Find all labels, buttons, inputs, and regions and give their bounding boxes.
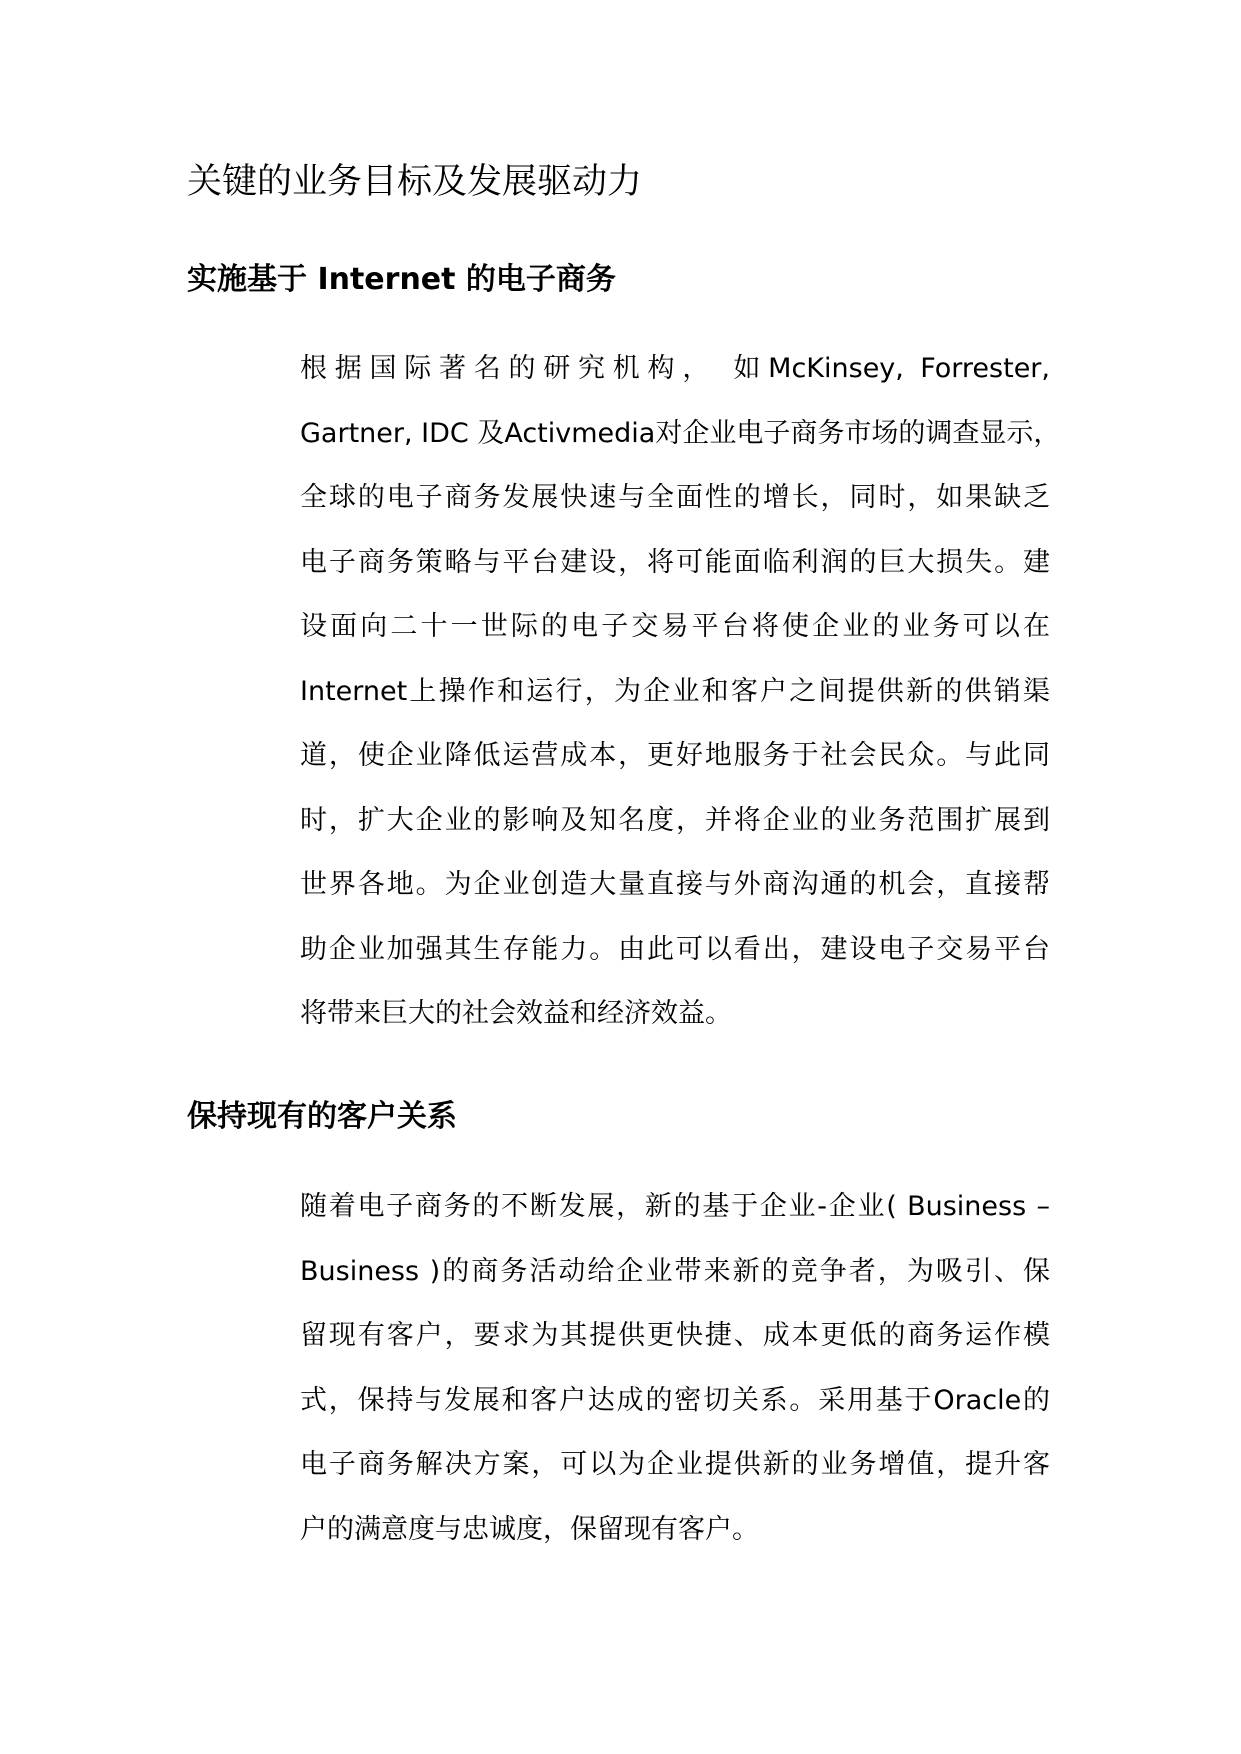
paragraph-line: 道，使企业降低运营成本，更好地服务于社会民众。与此同 — [300, 740, 1050, 771]
paragraph-line: 助企业加强其生存能力。由此可以看出，建设电子交易平台 — [300, 933, 1050, 965]
paragraph-line: 留现有客户，要求为其提供更快捷、成本更低的商务运作模 — [300, 1320, 1050, 1351]
paragraph-line: 电子商务解决方案，可以为企业提供新的业务增值，提升客 — [300, 1449, 1050, 1480]
section-heading-internet-ecommerce: 实施基于 Internet 的电子商务 — [187, 262, 616, 297]
paragraph-line: 设面向二十一世际的电子交易平台将使企业的业务可以在 — [300, 611, 1050, 642]
paragraph-line: 式，保持与发展和客户达成的密切关系。采用基于Oracle的 — [300, 1384, 1050, 1416]
paragraph-line: 电子商务策略与平台建设，将可能面临利润的巨大损失。建 — [300, 546, 1050, 578]
paragraph-line: Internet上操作和运行，为企业和客户之间提供新的供销渠 — [300, 675, 1050, 707]
paragraph-line: 随着电子商务的不断发展，新的基于企业-企业( Business – — [300, 1191, 1050, 1222]
paragraph-internet-ecommerce — [300, 352, 1061, 1062]
paragraph-line: 世界各地。为企业创造大量直接与外商沟通的机会，直接帮 — [300, 869, 1050, 900]
paragraph-line: 全球的电子商务发展快速与全面性的增长，同时，如果缺乏 — [300, 482, 1050, 513]
paragraph-line: Gartner, IDC 及Activmedia对企业电子商务市场的调查显示， — [300, 417, 1061, 449]
section-heading-customer-relations: 保持现有的客户关系 — [187, 1099, 457, 1134]
paragraph-line: 时，扩大企业的影响及知名度，并将企业的业务范围扩展到 — [300, 804, 1050, 836]
page-title: 关键的业务目标及发展驱动力 — [187, 162, 643, 202]
paragraph-line: Business )的商务活动给企业带来新的竞争者，为吸引、保 — [300, 1255, 1050, 1287]
paragraph-line: 将带来巨大的社会效益和经济效益。 — [300, 998, 732, 1029]
paragraph-line: 户的满意度与忠诚度，保留现有客户。 — [300, 1513, 759, 1545]
paragraph-line: 根据国际著名的研究机构， 如McKinsey, Forrester, — [300, 353, 1050, 384]
paragraph-customer-relations — [300, 1190, 1050, 1577]
